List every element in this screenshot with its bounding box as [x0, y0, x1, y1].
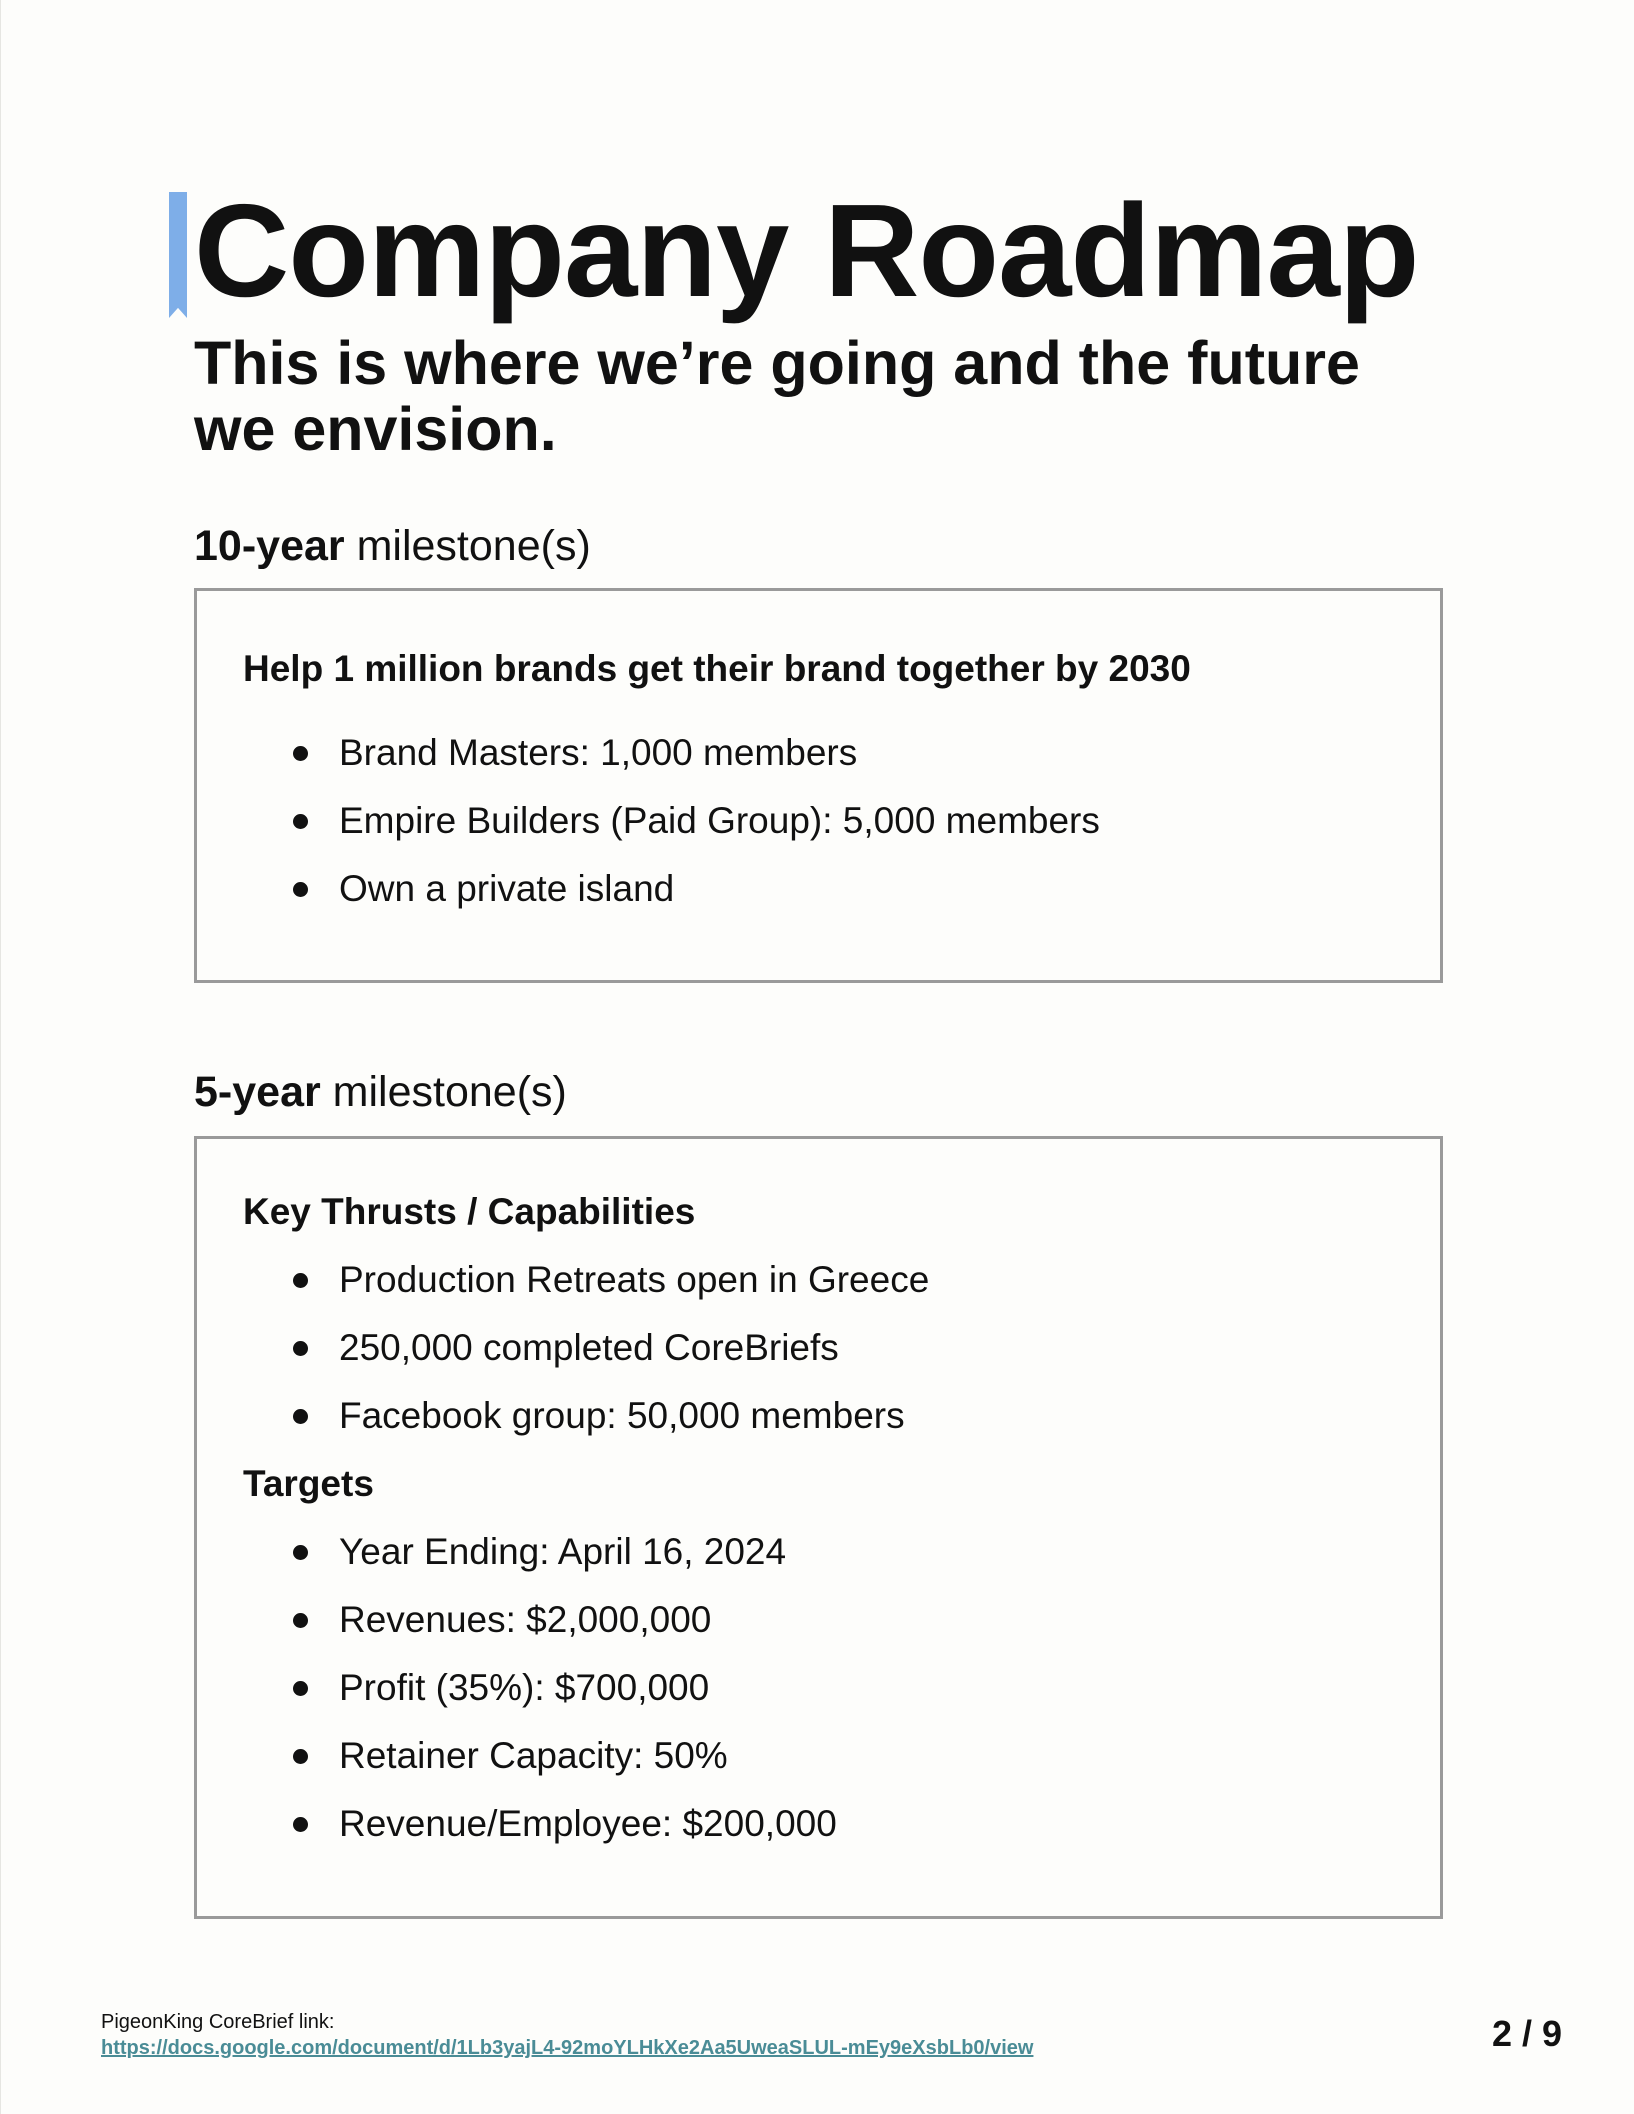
list-item	[243, 1802, 837, 1870]
list-item-text: Production Retreats open in Greece	[339, 1259, 930, 1300]
thrusts-title: Key Thrusts / Capabilities	[243, 1191, 696, 1232]
five-year-box	[194, 1136, 1443, 1919]
bullet-icon	[293, 1681, 308, 1696]
list-item-text: Year Ending: April 16, 2024	[339, 1531, 787, 1572]
list-item-text: Facebook group: 50,000 members	[339, 1395, 905, 1436]
bullet-icon	[293, 746, 308, 761]
list-item	[243, 1258, 929, 1326]
ten-year-box	[194, 588, 1443, 983]
bullet-icon	[293, 1409, 308, 1424]
list-item	[243, 731, 1100, 799]
list-item	[243, 1734, 837, 1802]
list-item-text: Profit (35%): $700,000	[339, 1667, 710, 1708]
list-item	[243, 1598, 837, 1666]
footer-link-label: PigeonKing CoreBrief link:	[101, 2011, 335, 2033]
thrusts-list	[243, 1258, 929, 1462]
list-item-text: Retainer Capacity: 50%	[339, 1735, 728, 1776]
list-item-text: Own a private island	[339, 868, 675, 909]
bullet-icon	[293, 1545, 308, 1560]
list-item	[243, 799, 1100, 867]
bullet-icon	[293, 882, 308, 897]
bullet-icon	[293, 1341, 308, 1356]
bullet-icon	[293, 1613, 308, 1628]
five-year-heading-rest: milestone(s)	[320, 1068, 567, 1116]
ten-year-goal: Help 1 million brands get their brand together by 2030	[243, 648, 1191, 689]
ten-year-heading-bold: 10-year	[194, 522, 345, 570]
five-year-heading	[194, 1066, 567, 1118]
bullet-icon	[293, 1273, 308, 1288]
list-item	[243, 1666, 837, 1734]
corebrief-link[interactable]: https://docs.google.com/document/d/1Lb3yajL4-92moYLHkXe2Aa5UweaSLUL-mEy9eXsbLb0/view	[101, 2037, 1034, 2059]
ten-year-heading-rest: milestone(s)	[344, 522, 591, 570]
list-item-text: Empire Builders (Paid Group): 5,000 members	[339, 800, 1100, 841]
bookmark-icon[interactable]	[169, 192, 187, 318]
targets-title: Targets	[243, 1463, 374, 1504]
list-item-text: Revenues: $2,000,000	[339, 1599, 712, 1640]
list-item-text: Revenue/Employee: $200,000	[339, 1803, 837, 1844]
bullet-icon	[293, 1749, 308, 1764]
ten-year-list	[243, 731, 1100, 935]
page-number: 2 / 9	[1491, 2013, 1562, 2054]
list-item	[243, 1530, 837, 1598]
page-subtitle: This is where we’re going and the future we envision.	[194, 329, 1360, 463]
list-item	[243, 1394, 929, 1462]
five-year-heading-bold: 5-year	[194, 1068, 321, 1116]
list-item	[243, 1326, 929, 1394]
list-item-text: Brand Masters: 1,000 members	[339, 732, 858, 773]
targets-list	[243, 1530, 837, 1870]
list-item	[243, 867, 1100, 935]
bullet-icon	[293, 1817, 308, 1832]
list-item-text: 250,000 completed CoreBriefs	[339, 1327, 839, 1368]
bullet-icon	[293, 814, 308, 829]
ten-year-heading	[194, 520, 591, 572]
page-title: Company Roadmap	[194, 177, 1419, 324]
